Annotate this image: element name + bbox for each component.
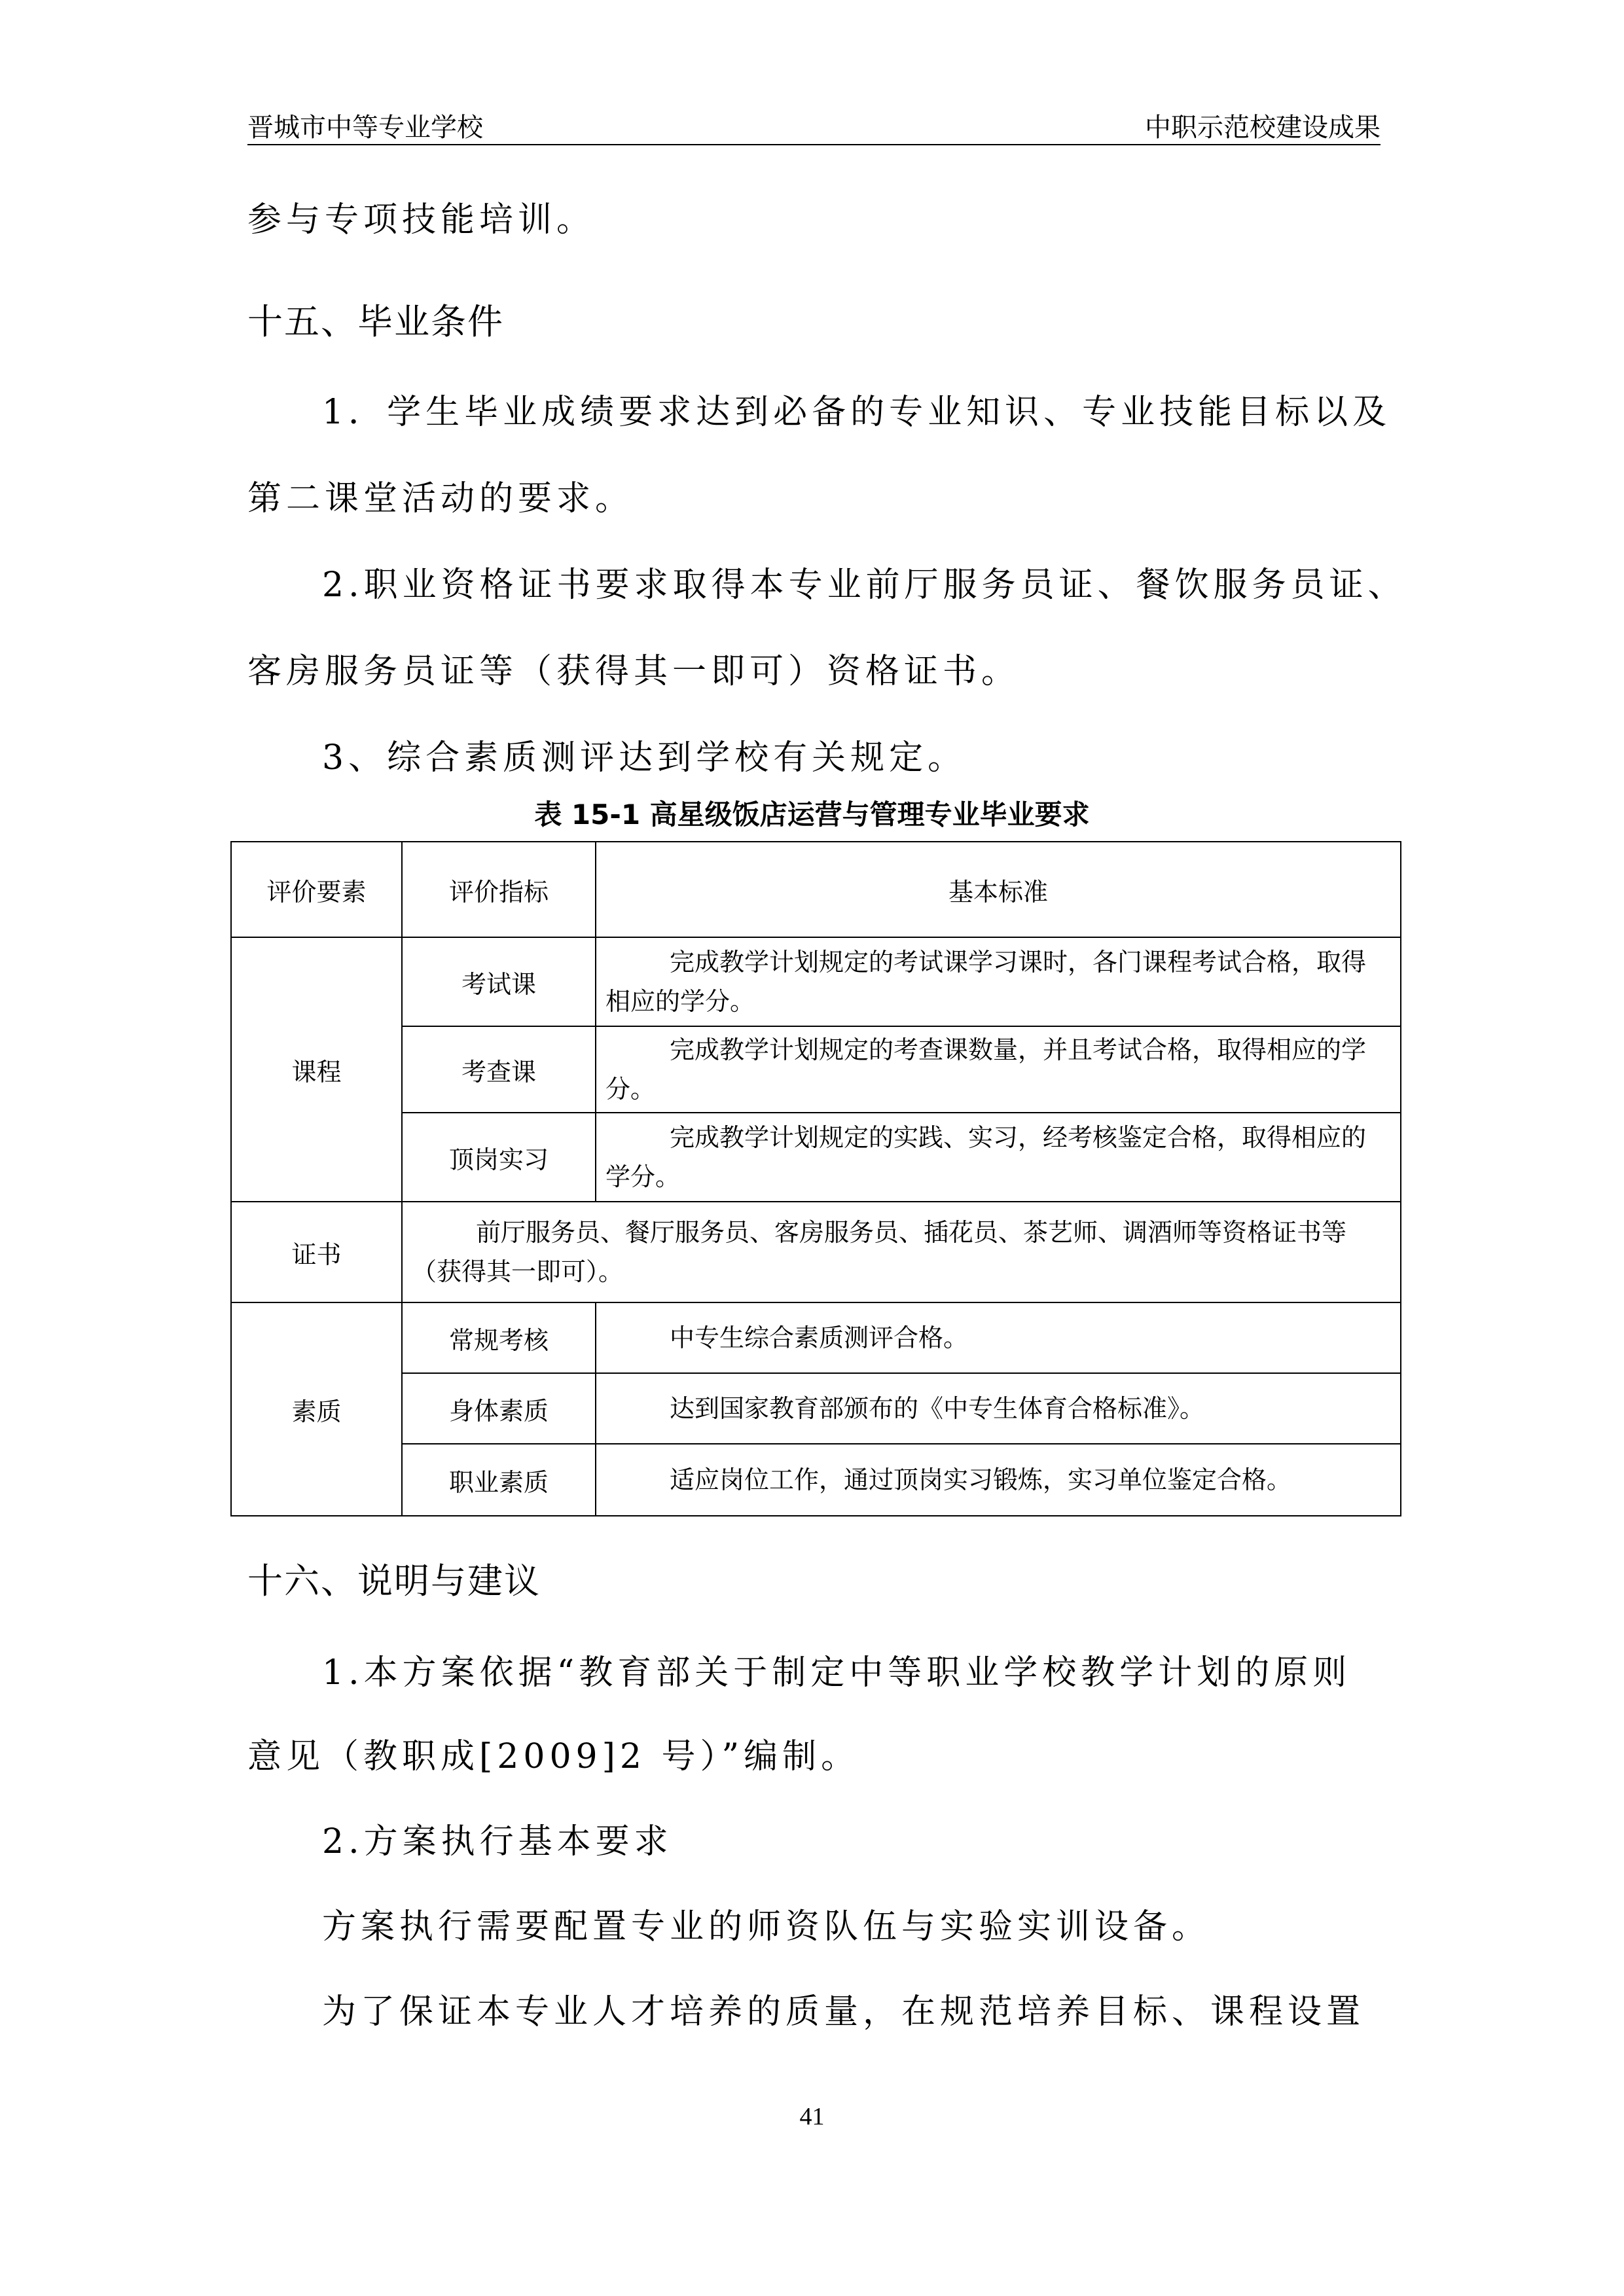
- sec15-item2-line1: 2.职业资格证书要求取得本专业前厅服务员证、餐饮服务员证、: [322, 565, 1407, 605]
- table-header-row: [231, 842, 1401, 937]
- table-row: [231, 1302, 1401, 1373]
- indicator-cell: 考试课: [402, 937, 596, 1026]
- header-rule: [247, 144, 1380, 145]
- graduation-requirements-table: [230, 841, 1401, 1516]
- sec16-paragraph-1: 方案执行需要配置专业的师资队伍与实验实训设备。: [322, 1907, 1211, 1946]
- table-row: [231, 1113, 1401, 1202]
- section-16-heading: 十六、说明与建议: [247, 1560, 541, 1602]
- sec16-paragraph-2: 为了保证本专业人才培养的质量，在规范培养目标、课程设置: [322, 1992, 1365, 2032]
- sec16-item2: 2.方案执行基本要求: [322, 1822, 673, 1861]
- section-15-heading: 十五、毕业条件: [247, 301, 504, 342]
- indicator-cell: 顶岗实习: [402, 1113, 596, 1202]
- header-cell-standard: 基本标准: [596, 842, 1401, 937]
- table-row: [231, 937, 1401, 1026]
- standard-cell: 完成教学计划规定的考查课数量，并且考试合格，取得相应的学分。: [596, 1026, 1401, 1113]
- sec16-item1-line2: 意见（教职成[2009]2 号）”编制。: [247, 1737, 860, 1776]
- sec15-item1-line2: 第二课堂活动的要求。: [247, 479, 634, 518]
- paragraph-continuation: 参与专项技能培训。: [247, 200, 596, 240]
- header-school-name: 晋城市中等专业学校: [247, 113, 483, 142]
- certificate-standard-cell: 前厅服务员、餐厅服务员、客房服务员、插花员、茶艺师、调酒师等资格证书等（获得其一即可）。: [402, 1202, 1401, 1302]
- indicator-cell: 身体素质: [402, 1373, 596, 1444]
- table-row: [231, 1026, 1401, 1113]
- table-row: [231, 1202, 1401, 1302]
- indicator-cell: 考查课: [402, 1026, 596, 1113]
- sec16-item1-line1: 1.本方案依据“教育部关于制定中等职业学校教学计划的原则: [322, 1653, 1352, 1693]
- header-doc-title: 中职示范校建设成果: [1145, 113, 1380, 142]
- sec15-item1-line1: 1．学生毕业成绩要求达到必备的专业知识、专业技能目标以及: [322, 393, 1392, 432]
- header-cell-indicator: 评价指标: [402, 842, 596, 937]
- table-row: [231, 1444, 1401, 1516]
- indicator-cell: 常规考核: [402, 1302, 596, 1373]
- table-row: [231, 1373, 1401, 1444]
- category-cell-quality: 素质: [231, 1302, 402, 1516]
- table-caption: 表 15-1 高星级饭店运营与管理专业毕业要求: [534, 798, 1090, 831]
- indicator-cell: 职业素质: [402, 1444, 596, 1516]
- sec15-item2-line2: 客房服务员证等（获得其一即可）资格证书。: [247, 652, 1020, 691]
- sec15-item3: 3、综合素质测评达到学校有关规定。: [322, 738, 967, 778]
- category-cell-certificate: 证书: [231, 1202, 402, 1302]
- page-number: 41: [799, 2103, 825, 2130]
- standard-cell: 完成教学计划规定的实践、实习，经考核鉴定合格，取得相应的学分。: [596, 1113, 1401, 1202]
- standard-cell: 完成教学计划规定的考试课学习课时，各门课程考试合格，取得相应的学分。: [596, 937, 1401, 1026]
- standard-cell: 中专生综合素质测评合格。: [596, 1302, 1401, 1373]
- standard-cell: 适应岗位工作，通过顶岗实习锻炼，实习单位鉴定合格。: [596, 1444, 1401, 1516]
- standard-cell: 达到国家教育部颁布的《中专生体育合格标准》。: [596, 1373, 1401, 1444]
- header-cell-element: 评价要素: [231, 842, 402, 937]
- category-cell-course: 课程: [231, 937, 402, 1202]
